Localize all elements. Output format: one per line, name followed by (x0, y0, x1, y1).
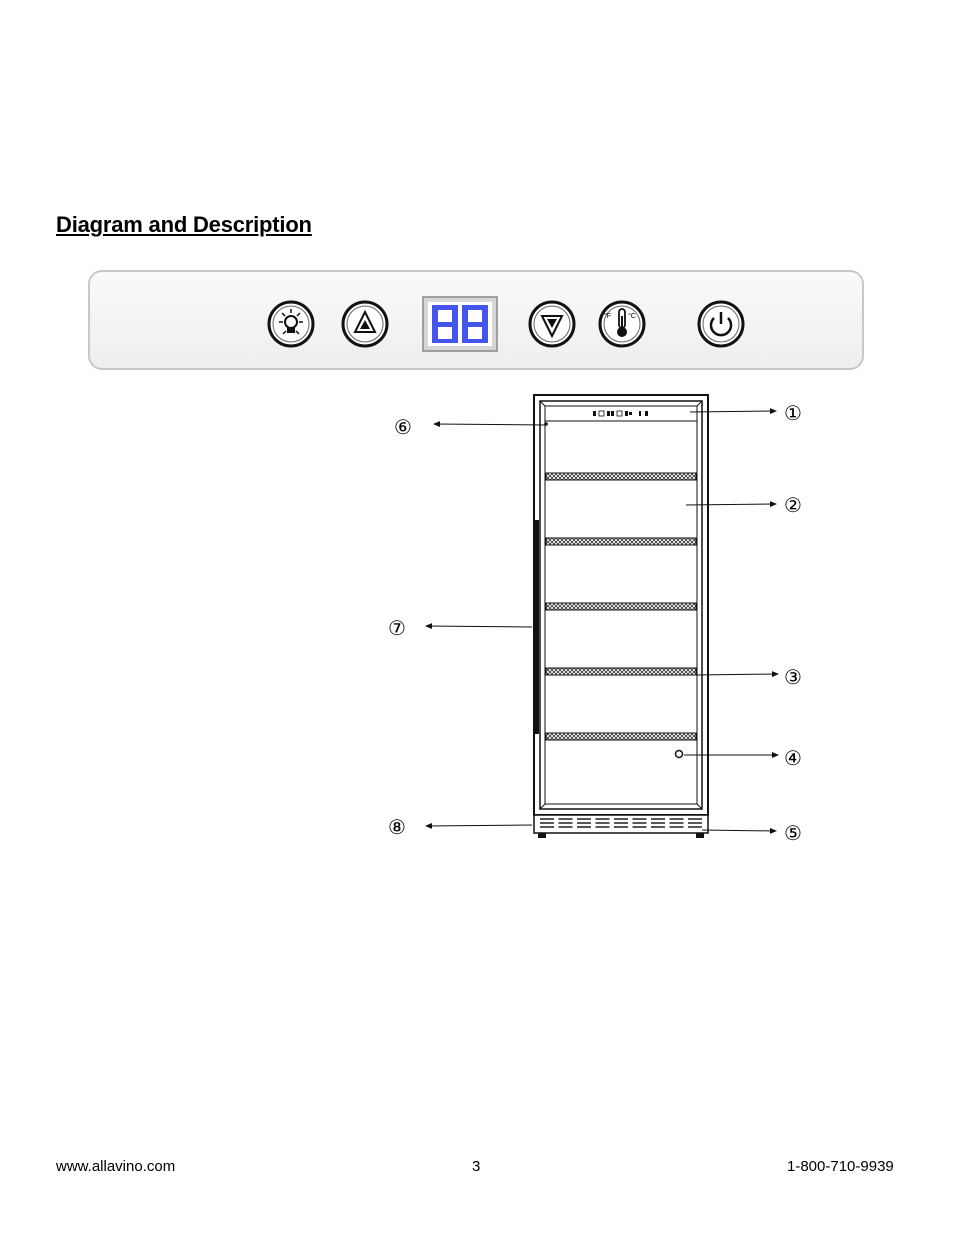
display-segment-gap (468, 310, 482, 322)
temperature-up-icon[interactable] (343, 302, 387, 346)
footer-website: www.allavino.com (56, 1158, 176, 1175)
light-bulb-icon[interactable] (269, 302, 313, 346)
control-panel (88, 270, 864, 370)
leveling-leg-left (538, 833, 546, 838)
unit-label-f: °F (604, 313, 612, 320)
callout-8: ⑧ (388, 817, 406, 839)
callout-3: ③ (784, 667, 802, 689)
display-segment-gap (438, 327, 452, 339)
footer-page-number: 3 (472, 1158, 481, 1175)
leveling-leg-right (696, 833, 704, 838)
shelf (546, 603, 696, 610)
unit-label-c: °C (628, 313, 636, 320)
callout-6: ⑥ (394, 417, 412, 439)
power-icon[interactable] (699, 302, 743, 346)
control-panel-drawing (90, 272, 866, 372)
footer-phone: 1-800-710-9939 (787, 1158, 894, 1175)
section-title: Diagram and Description (56, 212, 312, 237)
temperature-down-icon[interactable] (530, 302, 574, 346)
digital-display (423, 297, 497, 351)
top-control-strip (545, 406, 697, 421)
shelf (546, 538, 696, 545)
display-segment-gap (468, 327, 482, 339)
display-segment-gap (438, 310, 452, 322)
thermometer-unit-icon[interactable] (600, 302, 644, 346)
shelf (546, 473, 696, 480)
wine-cooler-diagram (380, 390, 840, 850)
callout-1: ① (784, 403, 802, 425)
door-lock (676, 751, 683, 758)
shelf (546, 733, 696, 740)
callout-5: ⑤ (784, 823, 802, 845)
door-handle (534, 520, 539, 734)
base-grille (534, 815, 708, 833)
callout-4: ④ (784, 748, 802, 770)
callout-7: ⑦ (388, 618, 406, 640)
callout-2: ② (784, 495, 802, 517)
shelf (546, 668, 696, 675)
